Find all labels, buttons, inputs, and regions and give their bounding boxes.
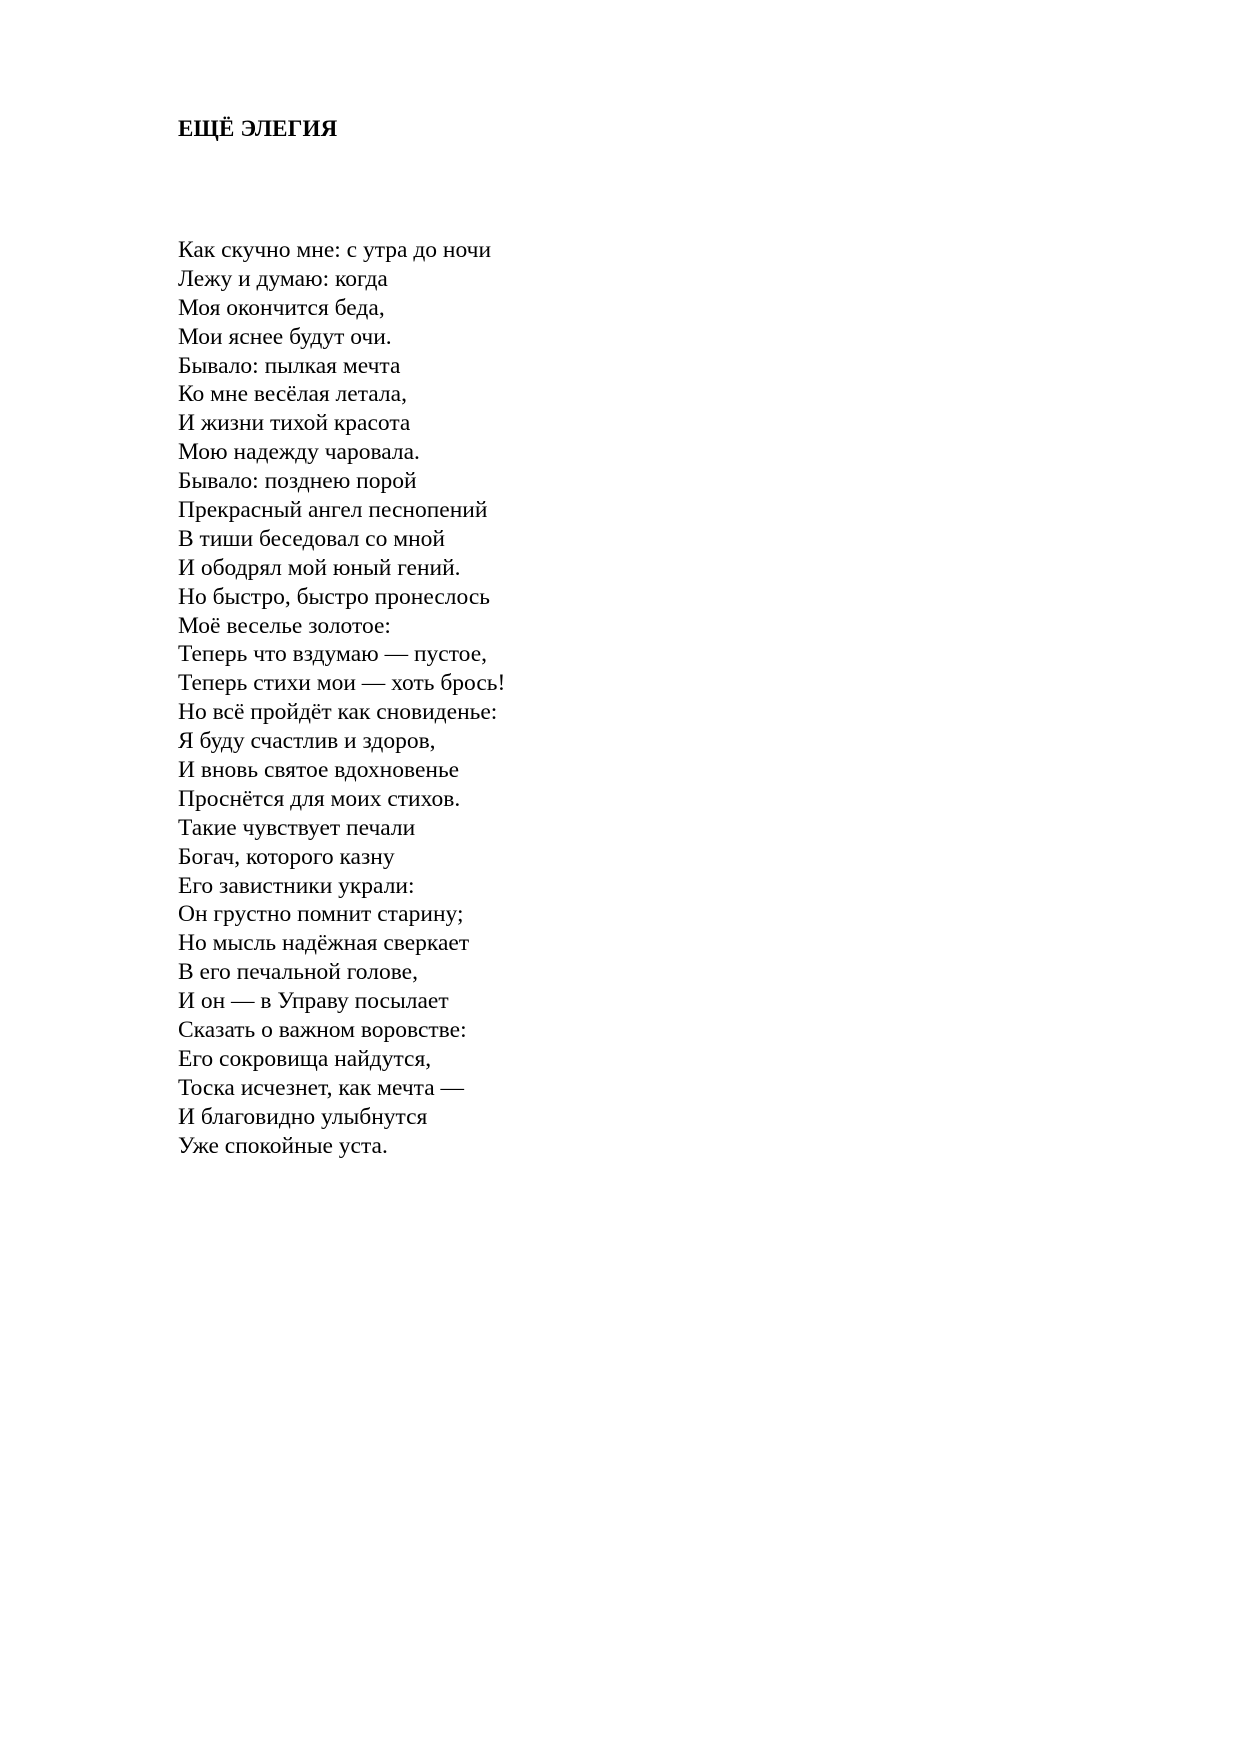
- poem-line: Мои яснее будут очи.: [178, 323, 392, 350]
- poem-line: Он грустно помнит старину;: [178, 901, 464, 928]
- poem-line: Но быстро, быстро пронеслось: [178, 583, 490, 610]
- poem-line: Теперь стихи мои — хоть брось!: [178, 670, 506, 697]
- poem-line: И жизни тихой красота: [178, 410, 411, 437]
- poem-line: Бывало: пылкая мечта: [178, 352, 401, 379]
- poem-line: Но мысль надёжная сверкает: [178, 930, 470, 957]
- poem-line: Но всё пройдёт как сновиденье:: [178, 699, 498, 726]
- poem-line: Богач, которого казну: [178, 843, 395, 870]
- poem-line: Тоска исчезнет, как мечта —: [178, 1074, 465, 1101]
- poem-line: И ободрял мой юный гений.: [178, 554, 461, 581]
- poem-line: Как скучно мне: с утра до ночи: [178, 237, 492, 263]
- poem-line: Сказать о важном воровстве:: [178, 1017, 467, 1044]
- poem-line: Уже спокойные уста.: [178, 1132, 388, 1159]
- poem-line: Моё веселье золотое:: [178, 612, 391, 639]
- poem-line: Проснётся для моих стихов.: [178, 785, 461, 812]
- poem-line: И вновь святое вдохновенье: [178, 757, 460, 784]
- poem-line: И благовидно улыбнутся: [178, 1103, 428, 1130]
- poem-line: Мою надежду чаровала.: [178, 439, 420, 466]
- poem-line: Его сокровища найдутся,: [178, 1045, 432, 1072]
- poem-line: Бывало: позднею порой: [178, 468, 417, 495]
- poem-line: Лежу и думаю: когда: [178, 265, 388, 292]
- poem-line: В его печальной голове,: [178, 959, 418, 986]
- poem-line: Его завистники украли:: [178, 872, 415, 899]
- poem-line: Прекрасный ангел песнопений: [178, 497, 488, 524]
- poem-line: Моя окончится беда,: [178, 294, 385, 321]
- poem-line: Я буду счастлив и здоров,: [178, 728, 436, 755]
- poem-line: И он — в Управу посылает: [178, 988, 449, 1015]
- poem-title: ЕЩЁ ЭЛЕГИЯ: [178, 116, 338, 141]
- poem-line: В тиши беседовал со мной: [178, 525, 446, 552]
- poem-line: Такие чувствует печали: [178, 814, 416, 841]
- poem-line: Теперь что вздумаю — пустое,: [178, 641, 487, 668]
- poem-body: [178, 236, 505, 1161]
- poem-line: Ко мне весёлая летала,: [178, 381, 407, 408]
